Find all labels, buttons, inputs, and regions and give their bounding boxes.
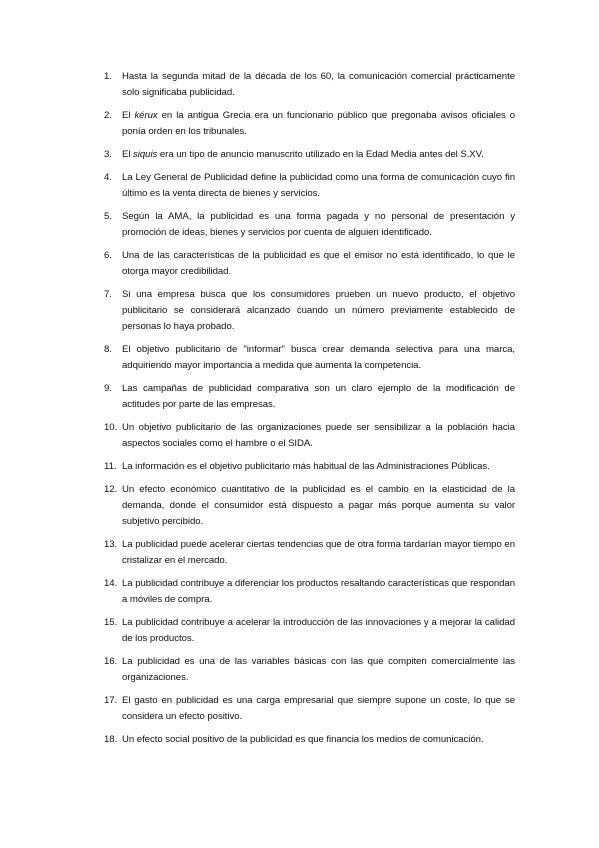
statement-item: [104, 459, 515, 475]
statement-text-segment: El: [122, 109, 135, 121]
statement-number: 8.: [104, 343, 112, 355]
statement-number: 15.: [104, 616, 118, 628]
statement-text-segment: Una de las características de la publicidad es que el emisor no está identificado, lo que le otorga mayor credibilidad.: [122, 249, 515, 277]
statement-item: [104, 209, 515, 242]
statement-number: 13.: [104, 538, 118, 550]
statement-text: [122, 147, 515, 163]
statement-text-segment: La publicidad puede acelerar ciertas tendencias que de otra forma tardarían mayor tiempo en cristalizar en el mercado.: [122, 538, 515, 567]
statement-text-segment: El gasto en publicidad es una carga empresarial que siempre supone un coste, lo que se considera un efecto positivo.: [122, 694, 515, 723]
statement-number: 10.: [104, 421, 118, 433]
statement-text-segment: Las campañas de publicidad comparativa son un claro ejemplo de la modificación de actitudes por parte de las empresas.: [122, 382, 515, 411]
statement-text-segment: en la antigua Grecia era un funcionario público que pregonaba avisos oficiales o ponía orden en los tribunales.: [122, 109, 516, 138]
statement-text: [122, 420, 515, 453]
question-list: [104, 69, 515, 754]
statement-item: [104, 693, 515, 726]
statement-text-segment: La publicidad es una de las variables básicas con las que compiten comercialmente las organizaciones.: [122, 655, 515, 684]
statement-text-segment: La información es el objetivo publicitario más habitual de las Administraciones Públicas.: [122, 460, 490, 472]
statement-number: 1.: [104, 71, 112, 82]
statement-number: 6.: [104, 249, 112, 261]
statement-term-italic: kérux: [134, 109, 158, 121]
statement-number: 9.: [104, 382, 112, 394]
statement-item: [104, 654, 515, 687]
statement-text-segment: La Ley General de Publicidad define la publicidad como una forma de comunicación cuyo fin último es la venta directa de bienes y servicios.: [122, 171, 515, 199]
statement-number: 7.: [104, 288, 112, 300]
statement-text: [122, 108, 515, 141]
statement-text-segment: El: [122, 148, 134, 160]
statement-number: 5.: [104, 210, 112, 222]
statement-item: [104, 381, 515, 414]
statement-text: [122, 693, 515, 726]
statement-text-segment: Si una empresa busca que los consumidores prueben un nuevo producto, el objetivo publicitario se considerará alcanzado cuando un número previamente establecido de personas lo haya probado.: [122, 288, 515, 333]
statement-text: [122, 537, 515, 570]
statement-item: [104, 342, 515, 375]
statement-text: [122, 576, 515, 609]
statement-text: [122, 732, 515, 748]
statement-number: 18.: [104, 733, 118, 745]
statement-text-segment: Un objetivo publicitario de las organizaciones puede ser sensibilizar a la población hacia aspectos sociales como el hambre o el SIDA.: [122, 421, 515, 450]
statement-number: 17.: [104, 694, 118, 706]
statement-item: [104, 170, 515, 203]
statement-item: [104, 108, 515, 141]
statement-text-segment: era un tipo de anuncio manuscrito utilizado en la Edad Media antes del S.XV.: [157, 148, 484, 160]
statement-text: [122, 342, 515, 375]
statement-item: [104, 537, 515, 570]
statement-item: [104, 482, 515, 531]
statement-text: [122, 615, 515, 648]
statement-number: 12.: [104, 483, 118, 495]
statement-text: [122, 287, 515, 336]
statement-text: [122, 248, 515, 281]
statement-item: [104, 615, 515, 648]
statement-item: [104, 732, 515, 748]
statement-item: [104, 248, 515, 281]
statement-item: [104, 420, 515, 453]
statement-text-segment: Un efecto económico cuantitativo de la publicidad es el cambio en la elasticidad de la demanda, donde el consumidor está dispuesto a pagar más porque aumenta su valor subjetivo percibido.: [122, 483, 515, 528]
statement-term-italic: siquis: [133, 148, 158, 160]
statement-text: [122, 654, 515, 687]
statement-text-segment: Un efecto social positivo de la publicidad es que financia los medios de comunicación.: [122, 733, 484, 745]
statement-text: [122, 209, 515, 242]
statement-text: [122, 482, 515, 531]
statement-text-segment: El objetivo publicitario de "informar" busca crear demanda selectiva para una marca, adquiriendo mayor importancia a medida que aumenta la competencia.: [122, 343, 515, 372]
statement-number: 11.: [104, 460, 117, 472]
statement-text-segment: La publicidad contribuye a acelerar la introducción de las innovaciones y a mejorar la calidad de los productos.: [122, 616, 515, 645]
statement-text: [122, 170, 515, 203]
statement-text-segment: La publicidad contribuye a diferenciar los productos resaltando características que respondan a móviles de compra.: [122, 577, 515, 606]
statement-text-segment: Hasta la segunda mitad de la década de los 60, la comunicación comercial prácticamente solo significaba publicidad.: [122, 71, 515, 99]
statement-text: [122, 381, 515, 414]
statement-number: 3.: [104, 148, 112, 160]
statement-text: [122, 459, 515, 475]
statement-number: 14.: [104, 577, 118, 589]
statement-number: 16.: [104, 655, 118, 667]
statement-item: [104, 69, 515, 102]
statement-number: 4.: [104, 171, 112, 183]
statement-text-segment: Según la AMA, la publicidad es una forma pagada y no personal de presentación y promoción de ideas, bienes y servicios por cuenta de alguien identificado.: [122, 210, 515, 238]
statement-number: 2.: [104, 109, 112, 121]
statement-item: [104, 147, 515, 163]
statement-item: [104, 576, 515, 609]
statement-item: [104, 287, 515, 336]
statement-text: [122, 69, 515, 102]
